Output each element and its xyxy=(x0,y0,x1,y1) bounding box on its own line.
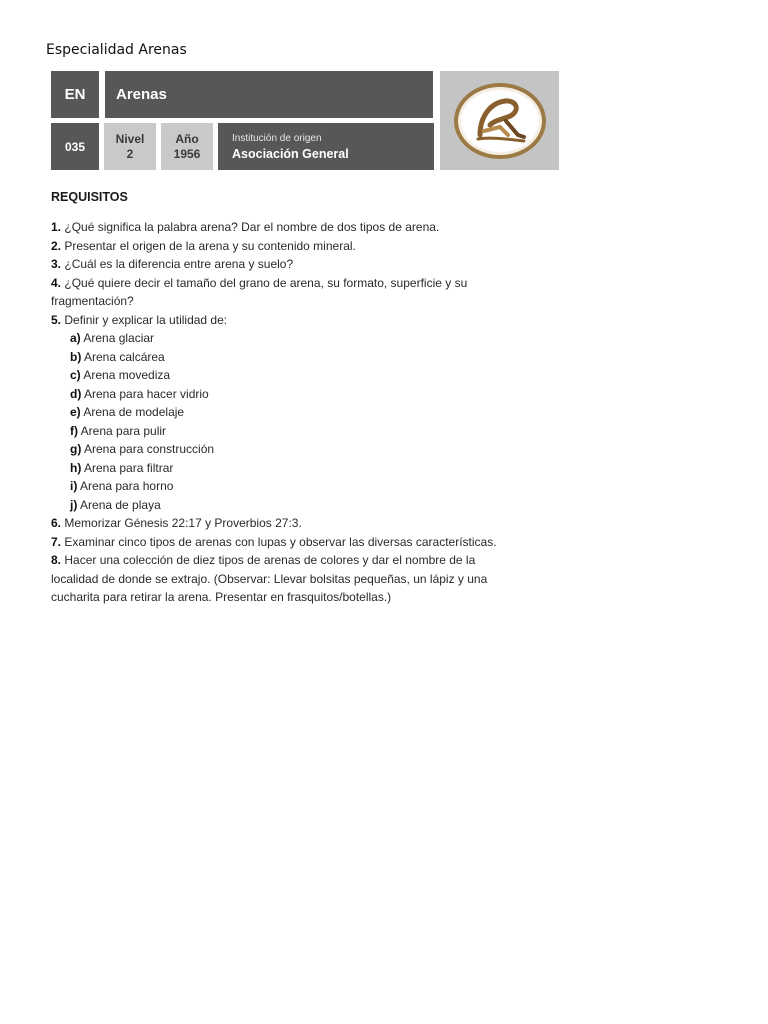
requisito-line xyxy=(51,292,551,311)
requisito-text: Hacer una colección de diez tipos de arenas de colores y dar el nombre de la xyxy=(64,553,476,567)
subitem-text: Arena para hacer vidrio xyxy=(84,386,209,401)
institucion-label: Institución de origen xyxy=(232,132,322,144)
specialty-code: EN xyxy=(64,86,86,103)
requisito-line xyxy=(51,274,551,293)
subitem-letter: c) xyxy=(70,368,81,382)
badge-panel xyxy=(440,71,559,170)
requisito-text: localidad de donde se extrajo. (Observar: Llevar bolsitas pequeñas, un lápiz y una xyxy=(51,571,488,586)
requisito-subitem xyxy=(51,496,551,515)
requisito-subitem xyxy=(51,403,551,422)
requisito-line xyxy=(51,588,551,607)
requisito-text: cucharita para retirar la arena. Presentar en frasquitos/botellas.) xyxy=(51,590,392,604)
requisito-line xyxy=(51,533,551,552)
subitem-text: Arena para pulir xyxy=(80,423,167,438)
anio-value: 1956 xyxy=(173,146,201,161)
subitem-letter: a) xyxy=(70,331,81,345)
subitem-text: Arena para horno xyxy=(80,479,174,493)
requisito-text: Memorizar Génesis 22:17 y Proverbios 27:3. xyxy=(64,516,302,530)
requisito-subitem xyxy=(51,422,551,441)
requisito-line xyxy=(51,311,551,330)
anio-cell xyxy=(161,123,213,170)
subitem-text: Arena movediza xyxy=(83,368,171,382)
arenas-specialty-badge-icon xyxy=(450,79,550,163)
requisito-number: 7. xyxy=(51,534,62,549)
requisito-line xyxy=(51,255,551,274)
specialty-number: 035 xyxy=(64,139,86,154)
document-title: Especialidad Arenas xyxy=(46,42,187,58)
subitem-text: Arena calcárea xyxy=(84,349,165,364)
subitem-letter: i) xyxy=(70,479,78,493)
requisito-number: 2. xyxy=(51,238,62,253)
requisito-number: 1. xyxy=(51,220,62,234)
requisito-text: ¿Cuál es la diferencia entre arena y suelo? xyxy=(64,257,294,271)
requisito-number: 4. xyxy=(51,275,62,290)
requisito-text: fragmentación? xyxy=(51,294,134,308)
requisito-line xyxy=(51,570,551,589)
requisito-subitem xyxy=(51,440,551,459)
subitem-text: Arena para construcción xyxy=(84,442,215,456)
subitem-letter: b) xyxy=(70,349,82,364)
nivel-label: Nivel xyxy=(115,131,145,146)
institucion-cell xyxy=(218,123,434,170)
requisito-subitem xyxy=(51,348,551,367)
requisito-text: Examinar cinco tipos de arenas con lupas y observar las diversas características. xyxy=(64,534,497,549)
requisito-line xyxy=(51,551,551,570)
requisito-line xyxy=(51,237,551,256)
requisito-number: 6. xyxy=(51,516,62,530)
specialty-name-cell xyxy=(105,71,433,118)
subitem-letter: d) xyxy=(70,386,82,401)
requisito-subitem xyxy=(51,477,551,496)
requisito-subitem xyxy=(51,385,551,404)
requisito-line xyxy=(51,218,551,237)
requisito-subitem xyxy=(51,459,551,478)
specialty-code-cell xyxy=(51,71,99,118)
subitem-text: Arena de modelaje xyxy=(83,405,185,419)
requisito-text: ¿Qué significa la palabra arena? Dar el nombre de dos tipos de arena. xyxy=(64,220,440,234)
requisito-text: ¿Qué quiere decir el tamaño del grano de arena, su formato, superficie y su xyxy=(64,275,468,290)
subitem-letter: g) xyxy=(70,442,82,456)
requisito-number: 5. xyxy=(51,312,62,327)
requisito-number: 8. xyxy=(51,553,62,567)
subitem-letter: j) xyxy=(70,497,78,512)
anio-label: Año xyxy=(175,131,199,146)
requisito-text: Presentar el origen de la arena y su contenido mineral. xyxy=(64,238,356,253)
specialty-name: Arenas xyxy=(116,86,167,103)
nivel-value: 2 xyxy=(126,146,134,161)
requisito-text: Definir y explicar la utilidad de: xyxy=(64,312,228,327)
institucion-value: Asociación General xyxy=(232,146,349,161)
specialty-number-cell xyxy=(51,123,99,170)
requisito-number: 3. xyxy=(51,257,62,271)
subitem-text: Arena de playa xyxy=(80,497,161,512)
subitem-letter: e) xyxy=(70,405,81,419)
subitem-text: Arena glaciar xyxy=(83,331,155,345)
subitem-letter: f) xyxy=(70,423,78,438)
subitem-letter: h) xyxy=(70,460,82,475)
requisitos-list xyxy=(51,218,551,607)
requisito-line xyxy=(51,514,551,533)
subitem-text: Arena para filtrar xyxy=(84,460,174,475)
nivel-cell xyxy=(104,123,156,170)
requisitos-title: REQUISITOS xyxy=(51,190,128,204)
requisito-subitem xyxy=(51,366,551,385)
requisito-subitem xyxy=(51,329,551,348)
